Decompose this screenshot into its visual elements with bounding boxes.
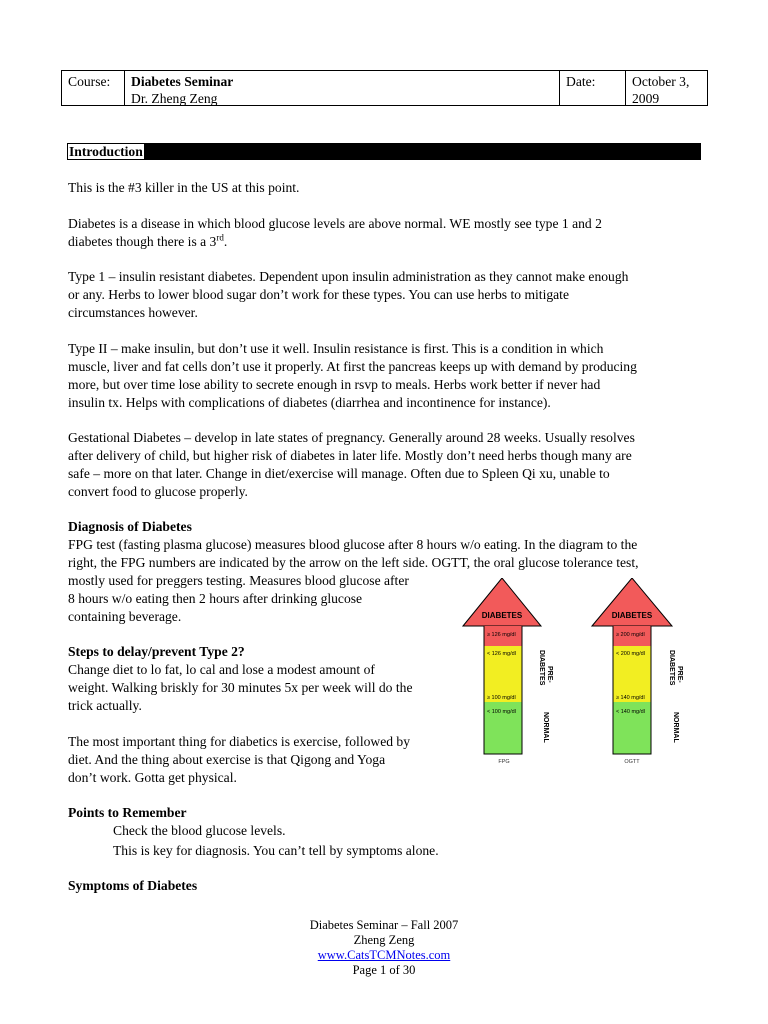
para-definition-2 bbox=[68, 233, 700, 251]
diagnosis-line-3: mostly used for preggers testing. Measures blood glucose after bbox=[68, 573, 409, 588]
fpg-caption: FPG bbox=[498, 759, 510, 765]
date-value: October 3, 2009 bbox=[632, 74, 690, 106]
fpg-arrow bbox=[463, 578, 553, 765]
steps-heading: Steps to delay/prevent Type 2? bbox=[68, 644, 245, 659]
footer-seminar: Diabetes Seminar – Fall 2007 bbox=[309, 918, 459, 932]
footer-website-link[interactable]: www.CatsTCMNotes.com bbox=[317, 948, 451, 962]
section-bar-introduction bbox=[67, 143, 701, 160]
diagnosis-line-4: 8 hours w/o eating then 2 hours after drinking glucose bbox=[68, 591, 363, 606]
para-type2-1: Type II – make insulin, but don’t use it well. Insulin resistance is first. This is a condition in which bbox=[68, 341, 604, 356]
para-type1-1: Type 1 – insulin resistant diabetes. Dependent upon insulin administration as they cannot make enough bbox=[68, 269, 629, 284]
footer-link-row bbox=[0, 948, 768, 963]
para-type2-4: insulin tx. Helps with complications of diabetes (diarrhea and incontinence for instance). bbox=[68, 395, 551, 410]
ogtt-side-diabetes: DIABETES bbox=[668, 650, 675, 686]
exercise-line-1: The most important thing for diabetics is exercise, followed by bbox=[68, 734, 411, 749]
points-item-1-note: This is key for diagnosis. You can’t tell by symptoms alone. bbox=[113, 843, 439, 858]
introduction-heading: Introduction bbox=[69, 144, 143, 159]
diagnosis-line-5: containing beverage. bbox=[68, 609, 182, 624]
fpg-side-diabetes: DIABETES bbox=[538, 650, 545, 686]
steps-line-2: weight. Walking briskly for 30 minutes 5x per week will do the bbox=[68, 680, 413, 695]
para-gestational-4: convert food to glucose properly. bbox=[68, 484, 248, 499]
para-type2-2: muscle, liver and fat cells don’t use it properly. At first the pancreas keeps up with demand by producing bbox=[68, 359, 637, 374]
diagnosis-line-2: right, the FPG numbers are indicated by the arrow on the left side. OGTT, the oral glucose tolerance test, bbox=[68, 555, 639, 570]
ogtt-side-normal: NORMAL bbox=[672, 712, 679, 743]
fpg-gt-label: ≥ 126 mg/dl bbox=[487, 632, 516, 638]
intro-line: This is the #3 killer in the US at this point. bbox=[68, 180, 300, 195]
para-definition-1: Diabetes is a disease in which blood glucose levels are above normal. WE mostly see type 1 and 2 bbox=[68, 216, 602, 231]
fpg-diabetes-label: DIABETES bbox=[481, 611, 523, 620]
ogtt-diabetes-label: DIABETES bbox=[611, 611, 653, 620]
fpg-ge-label: ≥ 100 mg/dl bbox=[487, 695, 516, 701]
ogtt-lo-label: < 140 mg/dl bbox=[616, 709, 645, 715]
ordinal-suffix: rd bbox=[216, 232, 224, 243]
header-table bbox=[61, 70, 708, 106]
course-title: Diabetes Seminar bbox=[131, 74, 234, 89]
para-gestational-1: Gestational Diabetes – develop in late states of pregnancy. Generally around 28 weeks. Usually resolves bbox=[68, 430, 635, 445]
para-gestational-2: after delivery of child, but higher risk of diabetes in later life. Mostly don’t need herbs though many are bbox=[68, 448, 632, 463]
para-type1-2: or any. Herbs to lower blood sugar don’t work for these types. You can use herbs to mitigate bbox=[68, 287, 569, 302]
ogtt-side-pre: PRE- bbox=[676, 666, 683, 683]
diagnosis-line-1: FPG test (fasting plasma glucose) measures blood glucose after 8 hours w/o eating. In the diagram to the bbox=[68, 537, 638, 552]
points-item-1: Check the blood glucose levels. bbox=[113, 823, 286, 838]
ogtt-caption: OGTT bbox=[624, 759, 640, 765]
fpg-side-normal: NORMAL bbox=[542, 712, 549, 743]
para-gestational-3: safe – more on that later. Change in diet/exercise will manage. Often due to Spleen Qi xu, unable to bbox=[68, 466, 610, 481]
course-cell bbox=[125, 71, 560, 105]
steps-line-1: Change diet to lo fat, lo cal and lose a modest amount of bbox=[68, 662, 375, 677]
exercise-line-2: diet. And the thing about exercise is that Qigong and Yoga bbox=[68, 752, 386, 767]
ogtt-arrow bbox=[592, 578, 683, 765]
glucose-levels-diagram bbox=[460, 578, 704, 766]
course-label: Course: bbox=[62, 71, 125, 105]
ogtt-gt-label: ≥ 200 mg/dl bbox=[616, 632, 645, 638]
points-heading: Points to Remember bbox=[68, 805, 187, 820]
fpg-lt-label: < 126 mg/dl bbox=[487, 651, 516, 657]
ogtt-lt-label: < 200 mg/dl bbox=[616, 651, 645, 657]
diagnosis-heading: Diagnosis of Diabetes bbox=[68, 519, 192, 534]
ogtt-ge-label: ≥ 140 mg/dl bbox=[616, 695, 645, 701]
symptoms-heading: Symptoms of Diabetes bbox=[68, 878, 198, 893]
fpg-lo-label: < 100 mg/dl bbox=[487, 709, 516, 715]
period: . bbox=[223, 234, 228, 249]
footer-page-number: Page 1 of 30 bbox=[352, 963, 416, 977]
para-definition-text: diabetes though there is a 3 bbox=[68, 234, 217, 249]
footer-author: Zheng Zeng bbox=[353, 933, 415, 947]
exercise-line-3: don’t work. Gotta get physical. bbox=[68, 770, 237, 785]
fpg-side-pre: PRE- bbox=[546, 666, 553, 683]
steps-line-3: trick actually. bbox=[68, 698, 142, 713]
para-type2-3: more, but over time lose ability to secrete enough in rsvp to meals. Herbs work better if never had bbox=[68, 377, 601, 392]
instructor-name: Dr. Zheng Zeng bbox=[131, 91, 218, 106]
date-label: Date: bbox=[560, 71, 626, 105]
para-type1-3: circumstances however. bbox=[68, 305, 198, 320]
